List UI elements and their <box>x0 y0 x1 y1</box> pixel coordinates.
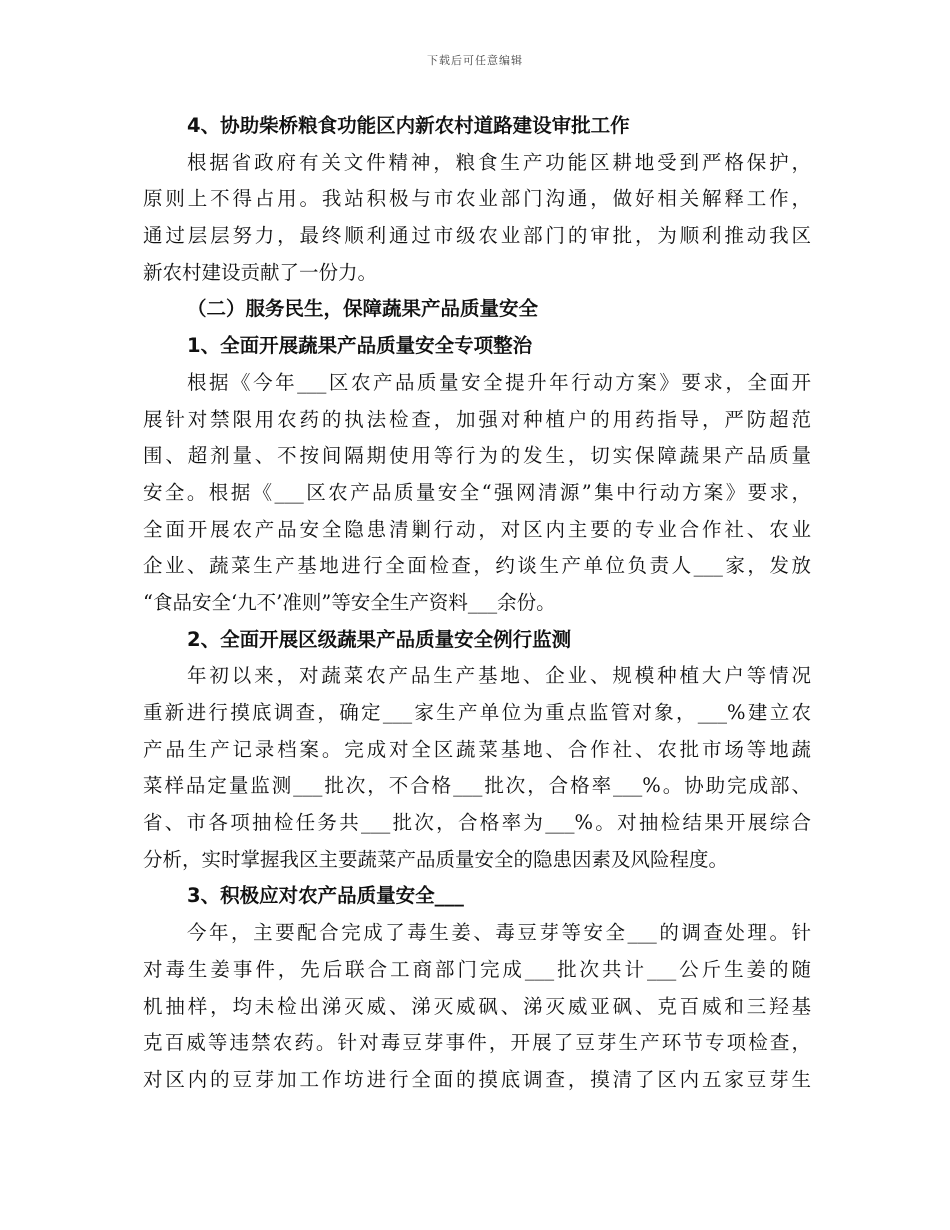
paragraph-line: 安全。根据《___区农产品质量安全“强网清源”集中行动方案》要求， <box>143 480 811 504</box>
paragraph-line: 新农村建设贡献了一份力。 <box>143 260 378 284</box>
paragraph-line: 年初以来，对蔬菜农产品生产基地、企业、规模种植大户等情况 <box>187 664 811 688</box>
paragraph-line: 克百威等违禁农药。针对毒豆芽事件，开展了豆芽生产环节专项检查， <box>143 1031 811 1055</box>
heading-4: 4、协助柴桥粮食功能区内新农村道路建设审批工作 <box>187 114 630 137</box>
paragraph-line: 机抽样，均未检出涕灭威、涕灭威砜、涕灭威亚砜、克百威和三羟基 <box>143 994 811 1018</box>
paragraph-line: 根据《今年___区农产品质量安全提升年行动方案》要求，全面开 <box>187 370 811 394</box>
section-heading: （二）服务民生，保障蔬果产品质量安全 <box>187 297 539 321</box>
document-body <box>143 108 811 1099</box>
paragraph-line: 企业、蔬菜生产基地进行全面检查，约谈生产单位负责人___家，发放 <box>143 554 811 578</box>
paragraph-line: 分析，实时掌握我区主要蔬菜产品质量安全的隐患因素及风险程度。 <box>143 847 729 871</box>
paragraph-line: 围、超剂量、不按间隔期使用等行为的发生，切实保障蔬果产品质量 <box>143 444 811 468</box>
paragraph-line: 对毒生姜事件，先后联合工商部门完成___批次共计___公斤生姜的随 <box>143 957 811 981</box>
paragraph-line: 展针对禁限用农药的执法检查，加强对种植户的用药指导，严防超范 <box>143 407 811 431</box>
paragraph-line: 重新进行摸底调查，确定___家生产单位为重点监管对象，___%建立农 <box>143 701 811 724</box>
paragraph-line: “食品安全‘九不’准则”等安全生产资料___余份。 <box>143 590 556 614</box>
heading-1: 1、全面开展蔬果产品质量安全专项整治 <box>187 334 533 358</box>
paragraph-line: 全面开展农产品安全隐患清剿行动，对区内主要的专业合作社、农业 <box>143 517 811 541</box>
paragraph-line: 根据省政府有关文件精神，粮食生产功能区耕地受到严格保护， <box>187 150 811 174</box>
paragraph-line: 省、市各项抽检任务共___批次，合格率为___%。对抽检结果开展综合 <box>143 811 811 835</box>
paragraph-line: 产品生产记录档案。完成对全区蔬菜基地、合作社、农批市场等地蔬 <box>143 737 811 761</box>
paragraph-line: 菜样品定量监测___批次，不合格___批次，合格率___%。协助完成部、 <box>143 774 811 798</box>
paragraph-line: 今年，主要配合完成了毒生姜、毒豆芽等安全___的调查处理。针 <box>187 921 811 945</box>
heading-2: 2、全面开展区级蔬果产品质量安全例行监测 <box>187 627 572 651</box>
paragraph-line: 通过层层努力，最终顺利通过市级农业部门的审批，为顺利推动我区 <box>143 224 811 248</box>
paragraph-line: 对区内的豆芽加工作坊进行全面的摸底调查，摸清了区内五家豆芽生 <box>143 1067 811 1091</box>
paragraph-line: 原则上不得占用。我站积极与市农业部门沟通，做好相关解释工作， <box>143 187 811 211</box>
heading-3: 3、积极应对农产品质量安全___ <box>187 884 464 908</box>
page-header: 下载后可任意编辑 <box>427 54 523 67</box>
